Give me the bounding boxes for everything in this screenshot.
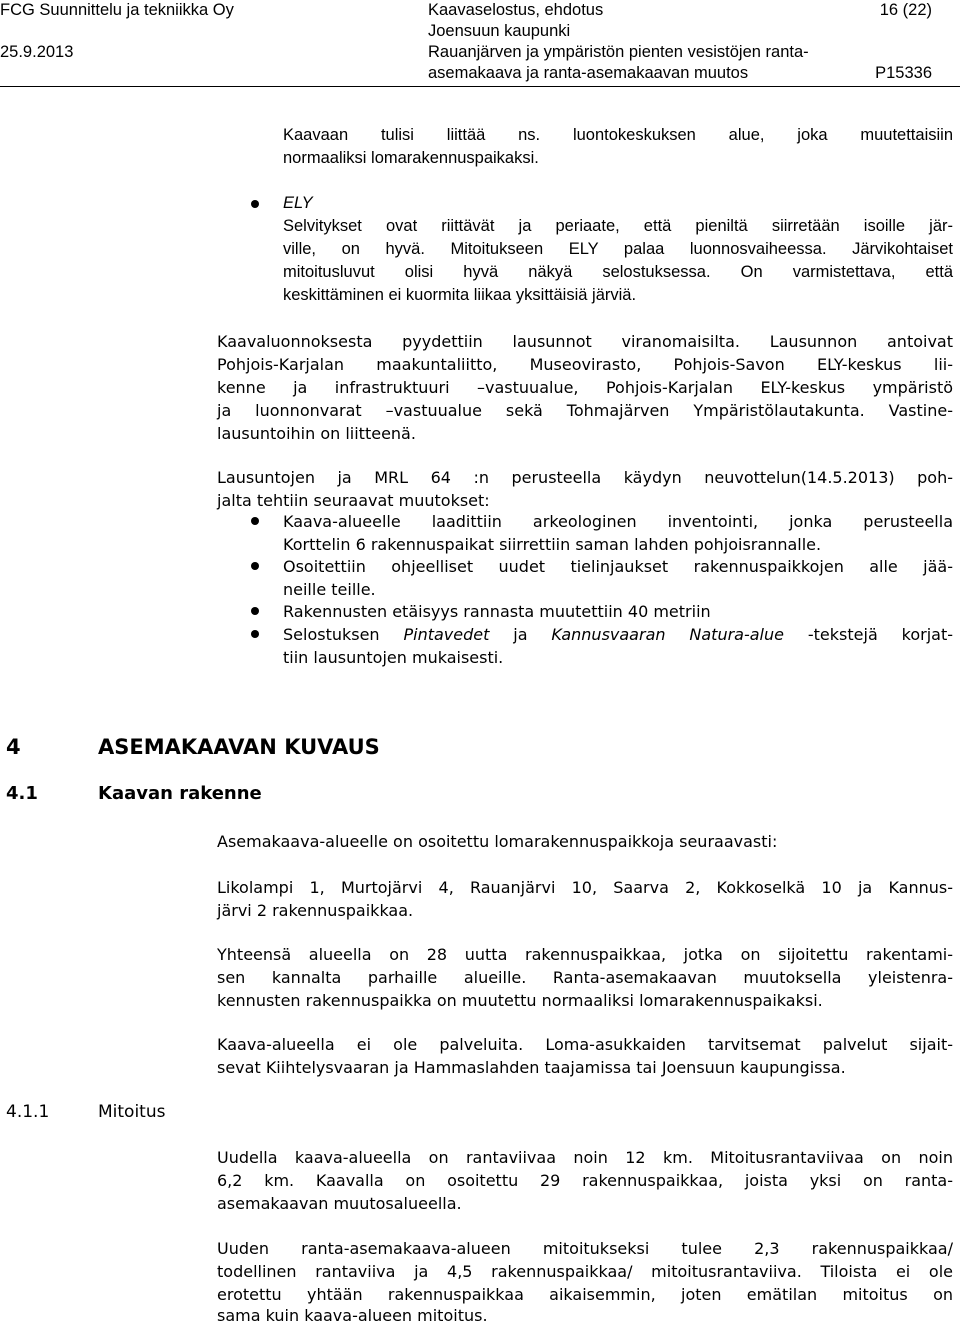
structure-p3-line: Yhteensä alueella on 28 uutta rakennuspaikkaa, jotka on sijoitettu rakentami- [217, 945, 953, 964]
bullet2-line2: neille teille. [283, 580, 376, 599]
bullet2-line1: Osoitettiin ohjeelliset uudet tielinjaukset rakennuspaikkojen alle jää- [283, 557, 953, 576]
page-number: 16 (22) [879, 1, 932, 19]
bullet-dot [251, 517, 259, 525]
subsection-title: Kaavan rakenne [98, 783, 262, 804]
structure-p4-line: Kaava-alueella ei ole palveluita. Loma-asukkaiden tarvitsemat palvelut sijait- [217, 1035, 953, 1054]
dimensioning-p2-line: todellinen rantaviiva ja 4,5 rakennuspaikkaa/ mitoitusrantaviiva. Tiloista ei ole [217, 1262, 953, 1281]
statements-line: ja luonnonvarat –vastuualue sekä Tohmajärven Ympäristölautakunta. Vastine- [217, 401, 953, 420]
structure-p4-line: sevat Kiihtelysvaaran ja Hammaslahden taajamissa tai Joensuun kaupungissa. [217, 1058, 846, 1077]
structure-p2-line: järvi 2 rakennuspaikkaa. [217, 901, 414, 920]
ely-line: keskittäminen ei kuormita liikaa yksittäisiä järviä. [283, 286, 637, 304]
dimensioning-p2-line: sama kuin kaava-alueen mitoitus. [217, 1306, 488, 1325]
bullet-dot [251, 630, 259, 638]
bullet-dot [251, 607, 259, 615]
structure-p3-line: sen kannalta parhaille alueille. Ranta-asemakaavan muutoksella yleistenra- [217, 968, 953, 987]
statements-line: Pohjois-Karjalan maakuntaliitto, Museovirasto, Pohjois-Savon ELY-keskus lii- [217, 355, 953, 374]
doc-type: Kaavaselostus, ehdotus [428, 1, 604, 19]
bullet1-line2: Korttelin 6 rakennuspaikat siirrettiin saman lahden pohjoisrannalle. [283, 535, 822, 554]
ely-line: Selvitykset ovat riittävät ja periaate, että pieniltä siirretään isoille jär- [283, 217, 953, 235]
subsection-number: 4.1 [6, 783, 38, 804]
kaavaan-line2: normaaliksi lomarakennuspaikaksi. [283, 149, 539, 167]
project-title-line2: asemakaava ja ranta-asemakaavan muutos [428, 64, 749, 82]
dimensioning-p1-line: asemakaavan muutosalueella. [217, 1194, 462, 1213]
company-name: FCG Suunnittelu ja tekniikka Oy [0, 1, 234, 19]
kaavaan-line1: Kaavaan tulisi liittää ns. luontokeskuksen alue, joka muutettaisiin [283, 126, 953, 144]
header-date: 25.9.2013 [0, 43, 74, 61]
negotiation-intro-line1: Lausuntojen ja MRL 64 :n perusteella käydyn neuvottelun(14.5.2013) poh- [217, 468, 953, 487]
ely-line: ville, on hyvä. Mitoitukseen ELY palaa luonnosvaiheessa. Järvikohtaiset [283, 240, 953, 258]
statements-line: lausuntoihin on liitteenä. [217, 424, 416, 443]
dimensioning-p1-line: Uudella kaava-alueella on rantaviivaa noin 12 km. Mitoitusrantaviivaa on noin [217, 1148, 953, 1167]
ely-line: mitoitusluvut olisi hyvä näkyä selostuksessa. On varmistettava, että [283, 263, 953, 281]
header-divider [0, 86, 960, 87]
bullet4-line1: Selostuksen Pintavedet ja Kannusvaaran Natura-alue -tekstejä korjat- [283, 625, 953, 644]
project-number: P15336 [875, 64, 932, 82]
subsubsection-title: Mitoitus [98, 1102, 166, 1122]
bullet-dot [251, 562, 259, 570]
project-title-line1: Rauanjärven ja ympäristön pienten vesistöjen ranta- [428, 43, 809, 61]
structure-p1: Asemakaava-alueelle on osoitettu lomarakennuspaikkoja seuraavasti: [217, 832, 778, 851]
structure-p3-line: kennusten rakennuspaikka on muutettu normaaliksi lomarakennuspaikaksi. [217, 991, 823, 1010]
section-number: 4 [6, 735, 21, 759]
dimensioning-p2-line: Uuden ranta-asemakaava-alueen mitoitukseksi tulee 2,3 rakennuspaikkaa/ [217, 1239, 953, 1258]
natura-title: Kannusvaaran Natura-alue [551, 625, 784, 644]
negotiation-intro-line2: jalta tehtiin seuraavat muutokset: [217, 491, 490, 510]
structure-p2-line: Likolampi 1, Murtojärvi 4, Rauanjärvi 10, Saarva 2, Kokkoselkä 10 ja Kannus- [217, 878, 953, 897]
bullet4-line2: tiin lausuntojen mukaisesti. [283, 648, 504, 667]
dimensioning-p2-line: erotettu yhtään rakennuspaikkaa aikaisemmin, joten emätilan mitoitus on [217, 1285, 953, 1304]
statements-line: kenne ja infrastruktuuri –vastuualue, Pohjois-Karjalan ELY-keskus ympäristö [217, 378, 953, 397]
municipality: Joensuun kaupunki [428, 22, 571, 40]
pintavedet-title: Pintavedet [403, 625, 490, 644]
dimensioning-p1-line: 6,2 km. Kaavalla on osoitettu 29 rakennuspaikkaa, joista yksi on ranta- [217, 1171, 953, 1190]
bullet3: Rakennusten etäisyys rannasta muutettiin 40 metriin [283, 602, 711, 621]
ely-title: ELY [283, 194, 313, 212]
bullet1-line1: Kaava-alueelle laadittiin arkeologinen inventointi, jonka perusteella [283, 512, 953, 531]
bullet-dot [251, 200, 259, 208]
subsubsection-number: 4.1.1 [6, 1102, 50, 1122]
section-title: ASEMAKAAVAN KUVAUS [98, 735, 380, 759]
statements-line: Kaavaluonnoksesta pyydettiin lausunnot viranomaisilta. Lausunnon antoivat [217, 332, 953, 351]
